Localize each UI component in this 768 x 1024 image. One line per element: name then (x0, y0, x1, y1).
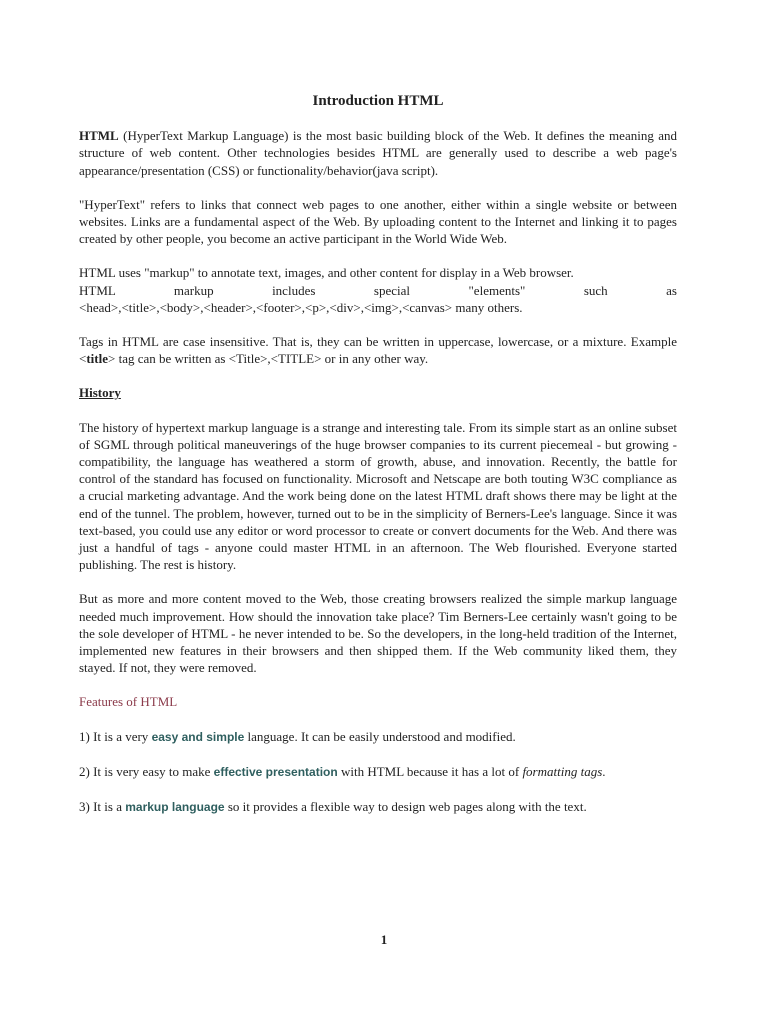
tags-text-after: > tag can be written as <Title>,<TITLE> or in any other way. (108, 351, 429, 367)
feature-2-end: . (602, 763, 606, 779)
tags-text-before: Tags in HTML are case insensitive. That is, they can be written in uppercase, lowercase, or a mixture. Example < (79, 334, 677, 367)
hypertext-paragraph: "HyperText" refers to links that connect web pages to one another, either within a single website or between websites. Links are a fundamental aspect of the Web. By uploading content to the Internet and linking it to pages created by other people, you become an active participant in the World Wide Web. (79, 196, 677, 247)
markup-line-3: <head>,<title>,<body>,<header>,<footer>,<p>,<div>,<img>,<canvas> many others. (79, 299, 523, 315)
page-number: 1 (380, 932, 388, 947)
feature-1-text-after: language. It can be easily understood and modified. (244, 728, 516, 744)
feature-1-text: 1) It is a very (79, 728, 152, 744)
feature-item-3 (79, 798, 677, 816)
feature-item-2 (79, 763, 677, 781)
history-paragraph-2: But as more and more content moved to the Web, those creating browsers realized the simple markup language needed much improvement. How should the innovation take place? Tim Berners-Lee certainly wasn't going to be the sole developer of HTML - he never intended to be. So the developers, in the long-held tradition of the Internet, implemented new features in their browsers and then shipped them. If the Web community liked them, they stayed. If not, they were removed. (79, 591, 677, 676)
history-paragraph-1: The history of hypertext markup language is a strange and interesting tale. From its simple start as an online subset of SGML through political maneuverings of the huge browser companies to its current piecemeal - but growing - compatibility, the language has weathered a storm of growth, abuse, and innovation. Recently, the battle for control of the standard has focused on functionality. Microsoft and Netscape are both touting W3C compliance as a crucial marketing advantage. And the work being done on the latest HTML draft shows there may be light at the end of the tunnel. The problem, however, turned out to be in the simplicity of Berners-Lee's language. Since it was text-based, you could use any editor or word processor to create or convert documents for the Web. And there was just a handful of tags - anyone could master HTML in an afternoon. The Web flourished. Everyone started publishing. The rest is history. (79, 419, 677, 573)
intro-text: (HyperText Markup Language) is the most basic building block of the Web. It defines the meaning and structure of web content. Other technologies besides HTML are generally used to describe a web page's appearance/presentation (CSS) or functionality/behavior(java script). (79, 128, 677, 178)
markup-line-1: HTML uses "markup" to annotate text, images, and other content for display in a Web browser. (79, 265, 574, 281)
feature-2-highlight: effective presentation (213, 764, 338, 779)
intro-term: HTML (79, 128, 119, 144)
feature-2-text-after: with HTML because it has a lot of (337, 763, 523, 779)
history-heading: History (79, 385, 121, 401)
page-title: Introduction HTML (312, 93, 444, 109)
intro-paragraph (79, 127, 677, 179)
markup-line-2: HTML markup includes special "elements" such as (79, 282, 677, 298)
feature-item-1 (79, 728, 677, 746)
feature-3-text: 3) It is a (79, 799, 126, 815)
feature-1-highlight: easy and simple (151, 729, 245, 744)
tags-example-tag: title (86, 351, 108, 367)
feature-3-highlight: markup language (125, 800, 225, 815)
feature-2-text: 2) It is very easy to make (79, 763, 214, 779)
tags-paragraph (79, 333, 677, 367)
markup-paragraph (79, 264, 677, 316)
feature-2-italic: formatting tags (522, 763, 603, 779)
features-heading: Features of HTML (79, 694, 178, 710)
feature-3-text-after: so it provides a flexible way to design web pages along with the text. (224, 799, 587, 815)
document-body (79, 93, 677, 833)
